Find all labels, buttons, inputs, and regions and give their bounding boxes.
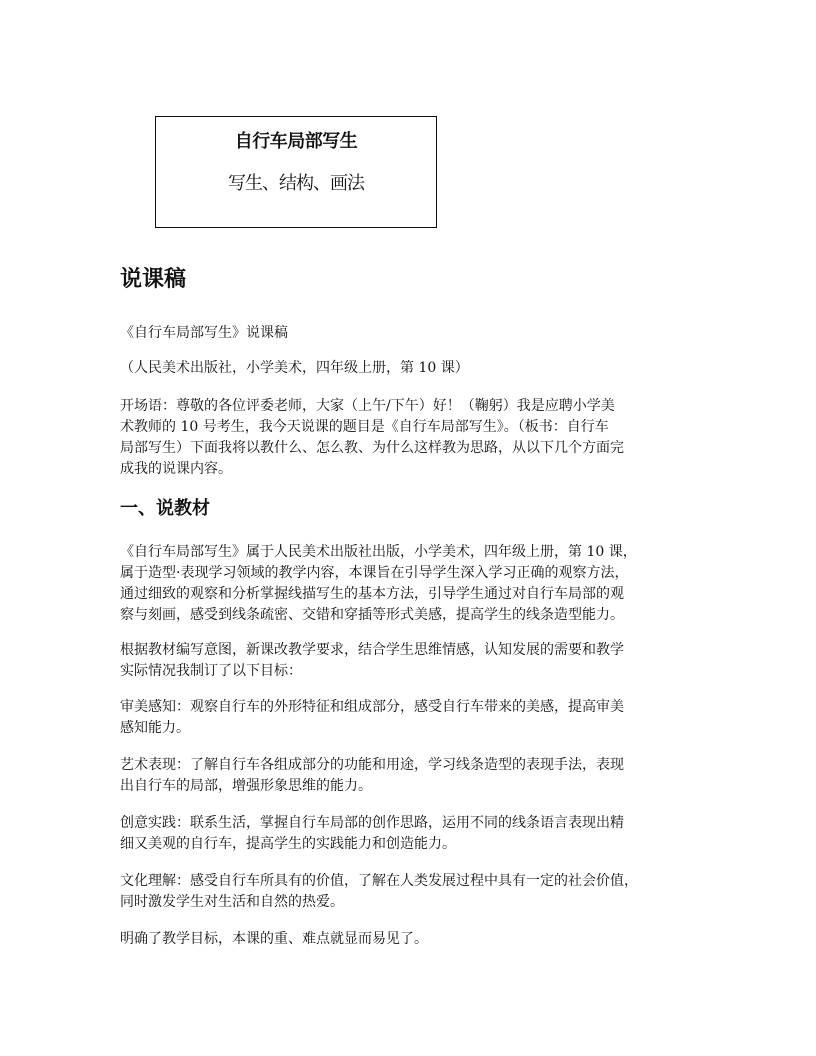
key-points-paragraph: 明确了教学目标，本课的重、难点就显而易见了。 <box>120 931 428 947</box>
publication-info-line: （人民美术出版社，小学美术，四年级上册，第 10 课） <box>120 360 469 376</box>
artistic-expression-paragraph: 艺术表现：了解自行车各组成部分的功能和用途，学习线条造型的表现手法，表现 出自行车的局部，增强形象思维的能力。 <box>120 757 624 794</box>
document-title: 说课稿 <box>120 267 187 292</box>
aesthetic-perception-paragraph: 审美感知：观察自行车的外形特征和组成部分，感受自行车带来的美感，提高审美 感知能力。 <box>120 699 624 736</box>
objectives-intro-paragraph: 根据教材编写意图，新课改教学要求，结合学生思维情感，认知发展的需要和教学 实际情况我制订了以下目标： <box>120 642 624 679</box>
section-title: 一、说教材 <box>120 498 210 519</box>
board-title: 自行车局部写生 <box>234 131 358 152</box>
creative-practice-paragraph: 创意实践：联系生活，掌握自行车局部的创作思路，运用不同的线条语言表现出精 细又美观的自行车，提高学生的实践能力和创造能力。 <box>120 815 624 852</box>
lesson-title-line: 《自行车局部写生》说课稿 <box>120 325 288 341</box>
board-subtitle: 写生、结构、画法 <box>228 173 364 194</box>
opening-paragraph: 开场语：尊敬的各位评委老师，大家（上午/下午）好！（鞠躬）我是应聘小学美 术教师的 10 号考生，我今天说课的题目是《自行车局部写生》。（板书：自行车 局部写生）下面我将以教什么、怎么教、为什么这样教为思路，从以下几个方面完 成我的说课内容。 <box>120 398 624 477</box>
cultural-understanding-paragraph: 文化理解：感受自行车所具有的价值，了解在人类发展过程中具有一定的社会价值， 同时激发学生对生活和自然的热爱。 <box>120 873 638 910</box>
textbook-paragraph: 《自行车局部写生》属于人民美术出版社出版，小学美术，四年级上册，第 10 课， 属于造型·表现学习领域的教学内容，本课旨在引导学生深入学习正确的观察方法， 通过细致的观察和分析掌握线描写生的基本方法，引导学生通过对自行车局部的观 察与刻画，感受到线条疏密、交错和穿插等形式美感，提高学生的线条造型能力。 <box>120 544 637 623</box>
blackboard-summary-box <box>155 116 437 228</box>
